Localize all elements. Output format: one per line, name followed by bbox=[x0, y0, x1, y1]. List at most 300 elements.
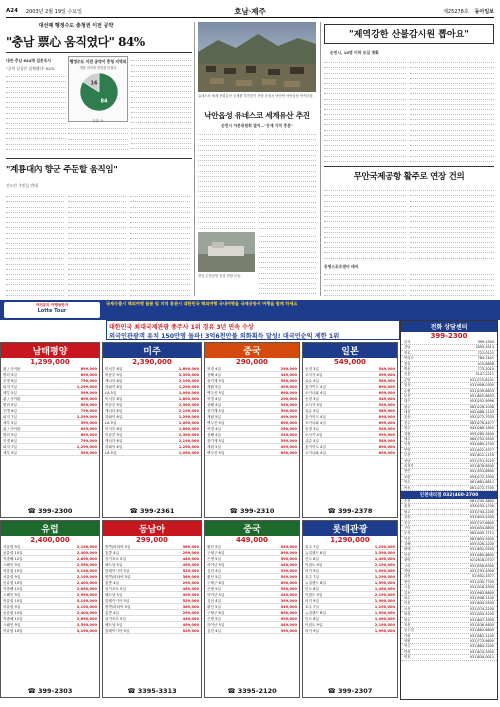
branch-phone: 033)744-2200 bbox=[469, 509, 494, 514]
branch-phone: 031)773-6600 bbox=[469, 639, 494, 644]
ad-headline-box bbox=[106, 320, 400, 340]
branch-phone: 063)853-5500 bbox=[469, 536, 494, 541]
ad-item-price: 1,299,000 bbox=[76, 385, 97, 389]
branch-name: 김포 bbox=[404, 590, 411, 595]
ad-item-price: 1,090,000 bbox=[178, 391, 199, 395]
ad-item-price: 549,000 bbox=[378, 367, 395, 371]
ad-item-price: 590,000 bbox=[280, 439, 297, 443]
branch-name: 잠실 bbox=[404, 361, 411, 366]
ad-item-price: 1,990,000 bbox=[374, 599, 395, 603]
branch-name: 목포 bbox=[404, 485, 411, 490]
ad-item-price: 290,000 bbox=[280, 427, 297, 431]
section-title bbox=[234, 6, 266, 17]
ad-item-name: 오사카 4일 bbox=[305, 403, 323, 407]
story-6-body-b bbox=[410, 270, 494, 296]
photo-fortress bbox=[198, 22, 316, 92]
ad-block[interactable] bbox=[102, 520, 202, 698]
ad-item-name: 구채구 6일 bbox=[207, 611, 225, 615]
ad-block-price: 2,400,000 bbox=[30, 536, 70, 544]
ad-item-name: 캐나다 8일 bbox=[105, 379, 123, 383]
story-5 bbox=[324, 170, 494, 182]
ad-block-title: 일본 bbox=[303, 343, 397, 358]
ad-item-price: 590,000 bbox=[280, 617, 297, 621]
branch-phone: 031)884-2200 bbox=[469, 644, 494, 649]
ad-block-phone[interactable]: ☎ 399-2307 bbox=[303, 687, 397, 695]
ad-item-name: 피지 7일 bbox=[3, 415, 17, 419]
branch-phone: 031)634-5500 bbox=[469, 601, 494, 606]
ad-item-name: 푸켓 6일 bbox=[3, 409, 17, 413]
branch-phone: 031)422-3377 bbox=[469, 447, 494, 452]
ad-item-price: 349,000 bbox=[280, 373, 297, 377]
ad-item-name: 인도 8일 bbox=[305, 617, 319, 621]
ad-item-price: 449,000 bbox=[182, 587, 199, 591]
ad-item-name: 오키나와 4일 bbox=[305, 391, 326, 395]
ad-item-name: 싱가포르 5일 bbox=[105, 617, 126, 621]
masthead bbox=[6, 5, 494, 18]
ad-block[interactable] bbox=[204, 342, 300, 518]
ad-item-name: 방콕/파타야 5일 bbox=[105, 575, 131, 579]
ad-item-name: 호주 7일 bbox=[305, 545, 319, 549]
ad-item-name: 서유럽 9일 bbox=[3, 545, 21, 549]
ad-item-name: 백두산 5일 bbox=[207, 421, 225, 425]
ad-item-price: 590,000 bbox=[280, 557, 297, 561]
ad-item-price: 2,390,000 bbox=[178, 433, 199, 437]
ad-block-item[interactable] bbox=[303, 450, 397, 456]
ad-item-price: 290,000 bbox=[280, 397, 297, 401]
ad-item-price: 2,890,000 bbox=[76, 587, 97, 591]
ad-item-price: 529,000 bbox=[182, 569, 199, 573]
ad-block-phone[interactable]: ☎ 399-2300 bbox=[1, 507, 99, 515]
branch-name: 구미 bbox=[404, 525, 411, 530]
ad-item-name: 백두산 5일 bbox=[207, 451, 225, 455]
ad-item-name: LA 5일 bbox=[105, 391, 117, 395]
ad-banner bbox=[0, 300, 500, 320]
branch-name: 양평 bbox=[404, 639, 411, 644]
branch-name: 과천 bbox=[404, 574, 411, 579]
ad-item-name: 세부 5일 bbox=[3, 391, 17, 395]
ad-block-phone[interactable]: ☎ 3395-2120 bbox=[205, 687, 299, 695]
branch-name: 부산 bbox=[404, 393, 411, 398]
story-2-body-b bbox=[68, 192, 126, 296]
branch-name: 종로 bbox=[404, 350, 411, 355]
ad-item-price: 890,000 bbox=[378, 415, 395, 419]
pie-slice-label: 84 bbox=[100, 98, 108, 105]
column-divider bbox=[194, 22, 195, 296]
ad-item-price: 890,000 bbox=[280, 581, 297, 585]
ad-item-price: 2,400,000 bbox=[76, 611, 97, 615]
ad-item-name: 동경 3일 bbox=[305, 427, 319, 431]
story-5-body-b bbox=[410, 186, 494, 260]
ad-item-price: 699,000 bbox=[80, 427, 97, 431]
branch-phone: 052)272-7033 bbox=[469, 415, 494, 420]
ad-block-phone[interactable]: ☎ 399-2303 bbox=[1, 687, 99, 695]
branch-phone: 02)502-3377 bbox=[472, 574, 494, 579]
branch-phone: 784-7441 bbox=[477, 356, 494, 361]
story-1 bbox=[6, 22, 146, 50]
branch-phone: 042)486-1103 bbox=[469, 410, 494, 415]
ad-item-price: 2,190,000 bbox=[76, 545, 97, 549]
story-2 bbox=[6, 163, 192, 191]
ad-item-price: 3,190,000 bbox=[76, 629, 97, 633]
story-5-headline: 무안국제공항 활주로 연장 건의 bbox=[353, 172, 465, 182]
ad-item-name: 오사카 4일 bbox=[305, 373, 323, 377]
ad-item-name: 미서부 8일 bbox=[105, 397, 123, 401]
ad-item-price: 499,000 bbox=[182, 593, 199, 597]
branch-phone: 064)752-3500 bbox=[469, 437, 494, 442]
ad-item-name: 구채구 6일 bbox=[207, 551, 225, 555]
branch-name: 파주 bbox=[404, 595, 411, 600]
ad-item-name: 베트남 5일 bbox=[105, 623, 123, 627]
ad-item-price: 899,000 bbox=[80, 373, 97, 377]
ad-item-name: 심천 4일 bbox=[207, 569, 221, 573]
branch-name: 신촌 bbox=[404, 372, 411, 377]
branch-name: 울산 bbox=[404, 415, 411, 420]
ad-block[interactable] bbox=[0, 520, 100, 698]
branch-phone: 773-2010 bbox=[477, 366, 494, 371]
ad-item-price: 529,000 bbox=[182, 599, 199, 603]
branch-name: 용인 bbox=[404, 579, 411, 584]
ad-item-price: 499,000 bbox=[280, 445, 297, 449]
ad-item-price: 290,000 bbox=[280, 367, 297, 371]
branch-phone: 054)272-3300 bbox=[469, 474, 494, 479]
ad-block-price: 549,000 bbox=[334, 358, 366, 366]
ad-block-price: 449,000 bbox=[236, 536, 268, 544]
ad-item-price: 1,290,000 bbox=[374, 545, 395, 549]
branch-phone: 02)2618-0707 bbox=[469, 558, 494, 563]
story-2-body-a bbox=[6, 192, 64, 296]
ad-logo-tagline: 여러분의 여행동반자 bbox=[35, 303, 69, 307]
page-number: A24 bbox=[6, 8, 18, 14]
ad-block-item[interactable] bbox=[303, 628, 397, 634]
ad-item-price: 1,590,000 bbox=[374, 611, 395, 615]
ad-item-name: 지중해 12일 bbox=[3, 557, 23, 561]
ad-item-price: 499,000 bbox=[182, 623, 199, 627]
ad-block-title: 유럽 bbox=[1, 521, 99, 536]
ad-item-name: 큐슈 4일 bbox=[305, 439, 319, 443]
chart-title: 행정수도 이전 공약이 충청 지역의 bbox=[69, 59, 127, 64]
ad-item-name: 피지 7일 bbox=[3, 385, 17, 389]
ad-item-name: 발리 5일 bbox=[3, 403, 17, 407]
ad-item-name: 스페인 9일 bbox=[3, 593, 21, 597]
ad-block-item[interactable] bbox=[205, 450, 299, 456]
ad-item-name: 상해 4일 bbox=[207, 373, 221, 377]
ad-logo[interactable] bbox=[4, 302, 100, 318]
story-5-body-a bbox=[324, 186, 406, 260]
ad-item-name: 캐나다 8일 bbox=[105, 409, 123, 413]
ad-item-price: 2,590,000 bbox=[76, 623, 97, 627]
ad-item-name: LA 5일 bbox=[105, 451, 117, 455]
story-1-kicker: 대선때 행정수도 충청권 이전 공약 bbox=[38, 23, 114, 29]
branch-phone: 043)266-1800 bbox=[469, 426, 494, 431]
branch-name: 청주 bbox=[404, 426, 411, 431]
branch-name: 광명 bbox=[404, 558, 411, 563]
ad-item-name: 발리 5일 bbox=[3, 373, 17, 377]
story-3-body-b bbox=[259, 130, 316, 230]
story-3 bbox=[198, 110, 316, 131]
ad-item-price: 2,890,000 bbox=[76, 557, 97, 561]
branch-name: 강릉 bbox=[404, 515, 411, 520]
branch-phone: 055)326-2200 bbox=[469, 542, 494, 547]
story-2-headline: "계룡대內 향군 주둔할 움직임" bbox=[6, 165, 118, 175]
ad-item-name: 동유럽 10일 bbox=[3, 611, 23, 615]
branch-name: 본사 bbox=[404, 340, 411, 344]
ad-block-title: 롯데관광 bbox=[303, 521, 397, 536]
branch-phone: 031)536-4600 bbox=[469, 622, 494, 627]
ad-item-price: 1,290,000 bbox=[374, 605, 395, 609]
side-ad bbox=[400, 320, 498, 700]
ad-item-name: 북경 4일 bbox=[207, 367, 221, 371]
ad-item-name: 홋카이도 4일 bbox=[305, 385, 326, 389]
ad-item-price: 1,290,000 bbox=[178, 415, 199, 419]
branch-phone: 061)681-8811 bbox=[469, 480, 494, 485]
branch-phone: 031)862-6600 bbox=[469, 628, 494, 633]
ad-block-price: 290,000 bbox=[236, 358, 268, 366]
ad-block-phone[interactable]: ☎ 399-2361 bbox=[103, 507, 201, 515]
ad-logo-brand: Lotte Tour bbox=[37, 308, 67, 314]
ad-item-price: 499,000 bbox=[182, 563, 199, 567]
ad-item-name: 동경 3일 bbox=[305, 367, 319, 371]
branch-phone: 031)316-3300 bbox=[469, 585, 494, 590]
ad-block-price: 299,000 bbox=[136, 536, 168, 544]
ad-item-name: 이집트 9일 bbox=[305, 623, 323, 627]
story-3-body-a bbox=[198, 130, 255, 230]
story-1-body-a bbox=[6, 72, 66, 154]
ad-item-price: 1,090,000 bbox=[178, 421, 199, 425]
ad-item-name: 오사카 4일 bbox=[305, 433, 323, 437]
ad-item-price: 699,000 bbox=[80, 397, 97, 401]
ad-item-price: 1,290,000 bbox=[374, 575, 395, 579]
ad-item-price: 2,400,000 bbox=[76, 551, 97, 555]
branch-phone: 032)612-1155 bbox=[469, 453, 494, 458]
ad-item-price: 299,000 bbox=[182, 551, 199, 555]
ad-item-price: 449,000 bbox=[182, 617, 199, 621]
ad-item-name: 캐나다 8일 bbox=[105, 439, 123, 443]
ad-item-price: 799,000 bbox=[80, 379, 97, 383]
ad-item-name: 싱가포르 5일 bbox=[105, 587, 126, 591]
branch-name: 동두천 bbox=[404, 628, 414, 633]
ad-item-price: 1,490,000 bbox=[374, 557, 395, 561]
photo-airport bbox=[198, 232, 255, 272]
ad-item-name: 뉴질랜드 8일 bbox=[305, 611, 326, 615]
side-ad-branch[interactable] bbox=[401, 655, 497, 660]
ad-item-name: LA 5일 bbox=[105, 421, 117, 425]
ad-item-name: 백두산 5일 bbox=[207, 391, 225, 395]
ad-item-name: 미서부 8일 bbox=[105, 427, 123, 431]
branch-phone: 031)335-7700 bbox=[469, 579, 494, 584]
ad-block-item[interactable] bbox=[205, 628, 299, 634]
branch-name: 전주 bbox=[404, 420, 411, 425]
ad-item-name: 북유럽 10일 bbox=[3, 629, 23, 633]
branch-name: 안양 bbox=[404, 447, 411, 452]
ad-item-name: 호주 7일 bbox=[305, 605, 319, 609]
ad-item-price: 699,000 bbox=[378, 391, 395, 395]
ad-item-name: 북유럽 10일 bbox=[3, 569, 23, 573]
branch-phone: 031)374-2200 bbox=[469, 606, 494, 611]
ad-item-price: 799,000 bbox=[80, 439, 97, 443]
ad-item-price: 299,000 bbox=[182, 611, 199, 615]
ad-item-price: 1,090,000 bbox=[178, 451, 199, 455]
branch-phone: 032)460-2700 bbox=[469, 442, 494, 447]
branch-name: 평택 bbox=[404, 547, 411, 552]
ad-item-price: 299,000 bbox=[182, 581, 199, 585]
ad-item-name: 말레이시아 5일 bbox=[105, 569, 130, 573]
ad-item-price: 590,000 bbox=[280, 409, 297, 413]
ad-item-name: 곤명 5일 bbox=[207, 557, 221, 561]
ad-item-name: 큐슈 4일 bbox=[305, 379, 319, 383]
ad-block-item[interactable] bbox=[1, 450, 99, 456]
ad-item-price: 2,390,000 bbox=[178, 403, 199, 407]
ad-item-name: 하이난 5일 bbox=[207, 623, 225, 627]
branch-name: 의정부 bbox=[404, 463, 414, 468]
branch-phone: 031)847-3300 bbox=[469, 617, 494, 622]
ad-item-name: 터키 9일 bbox=[305, 599, 319, 603]
poll-chart bbox=[68, 56, 128, 122]
branch-phone: 031)556-6300 bbox=[469, 563, 494, 568]
ad-item-price: 399,000 bbox=[280, 569, 297, 573]
branch-name: 천안 bbox=[404, 469, 411, 474]
ad-item-price: 1,990,000 bbox=[374, 569, 395, 573]
ad-block[interactable] bbox=[302, 520, 398, 698]
column-byline: 순천시, 10명 이하 모집 계획 bbox=[330, 50, 379, 55]
ad-block-phone[interactable]: ☎ 399-2310 bbox=[205, 507, 299, 515]
ad-item-name: 하와이 6일 bbox=[105, 445, 123, 449]
branch-phone: 031)674-3300 bbox=[469, 649, 494, 654]
ad-item-name: 호주 7일 bbox=[305, 575, 319, 579]
ad-item-name: 홋카이도 4일 bbox=[305, 445, 326, 449]
branch-phone: 031)652-5500 bbox=[469, 547, 494, 552]
ad-item-name: 하와이 6일 bbox=[105, 415, 123, 419]
ad-item-price: 399,000 bbox=[280, 599, 297, 603]
ad-item-price: 1,990,000 bbox=[374, 629, 395, 633]
pie-slice-label: 16 bbox=[90, 80, 98, 87]
column-title: "제역강한 산불감시원 뽑아요" bbox=[349, 30, 469, 40]
story-2-byline: 신도안 주민들 반대 bbox=[6, 183, 38, 188]
ad-item-price: 1,890,000 bbox=[178, 427, 199, 431]
branch-name: 하남 bbox=[404, 569, 411, 574]
ad-item-name: 인도 8일 bbox=[305, 557, 319, 561]
ad-item-price: 590,000 bbox=[280, 379, 297, 383]
ad-block[interactable] bbox=[204, 520, 300, 698]
story-1-subhead-2: "공약 실상은 실체했다" 62% bbox=[6, 66, 55, 71]
ad-item-name: 곤명 5일 bbox=[207, 587, 221, 591]
branch-name: 익산 bbox=[404, 536, 411, 541]
ad-block-item[interactable] bbox=[1, 628, 99, 634]
branch-phone: 415-8808 bbox=[477, 361, 494, 366]
ad-item-name: 괌 / 사이판 bbox=[3, 427, 21, 431]
ad-block[interactable] bbox=[102, 342, 202, 518]
ad-block-title: 미주 bbox=[103, 343, 201, 358]
ad-item-name: 홍콩 4일 bbox=[105, 551, 119, 555]
ad-item-price: 399,000 bbox=[280, 629, 297, 633]
ad-item-price: 369,000 bbox=[182, 605, 199, 609]
ad-block-phone[interactable]: ☎ 399-2378 bbox=[303, 507, 397, 515]
divider bbox=[6, 52, 192, 53]
ad-item-price: 1,299,000 bbox=[76, 445, 97, 449]
ad-item-price: 599,000 bbox=[378, 433, 395, 437]
branch-phone: 033)643-5300 bbox=[469, 515, 494, 520]
ad-item-name: 홍콩 4일 bbox=[105, 581, 119, 585]
ad-block-price: 1,290,000 bbox=[330, 536, 370, 544]
branch-phone: 055)747-6600 bbox=[469, 520, 494, 525]
ad-item-name: 피지 7일 bbox=[3, 445, 17, 449]
branch-phone: 3395-3313 bbox=[475, 345, 494, 350]
ad-item-price: 449,000 bbox=[280, 623, 297, 627]
branch-name: 시흥 bbox=[404, 585, 411, 590]
ad-item-name: 상해 4일 bbox=[207, 403, 221, 407]
ad-item-name: 스페인 9일 bbox=[3, 563, 21, 567]
ad-item-price: 369,000 bbox=[182, 575, 199, 579]
branch-phone: 031)834-0011 bbox=[469, 655, 494, 660]
branch-name: 화성 bbox=[404, 612, 411, 617]
story-3-subhead: 순천시 자문위원회 열어…"등재 가치 충분" bbox=[221, 123, 293, 128]
ad-item-price: 2,190,000 bbox=[76, 605, 97, 609]
ad-item-price: 599,000 bbox=[80, 391, 97, 395]
branch-name: 양주 bbox=[404, 617, 411, 622]
ad-item-name: 동유럽 10일 bbox=[3, 581, 23, 585]
branch-phone: 031)485-6600 bbox=[469, 552, 494, 557]
ad-item-name: 서유럽 9일 bbox=[3, 605, 21, 609]
ad-item-price: 590,000 bbox=[280, 587, 297, 591]
branch-name: 안성 bbox=[404, 649, 411, 654]
branch-name: 여주 bbox=[404, 644, 411, 649]
divider bbox=[324, 166, 494, 167]
ad-item-price: 690,000 bbox=[280, 451, 297, 455]
branch-phone: 031)983-8800 bbox=[469, 590, 494, 595]
ad-item-name: 괌 / 사이판 bbox=[3, 367, 21, 371]
ad-item-name: 북경 4일 bbox=[207, 427, 221, 431]
branch-name: 포항 bbox=[404, 474, 411, 479]
ad-block[interactable] bbox=[0, 342, 100, 518]
ad-block-price: 1,299,000 bbox=[30, 358, 70, 366]
section-title-text: 호남·제주 bbox=[234, 6, 266, 16]
branch-name: 포천 bbox=[404, 622, 411, 627]
ad-item-price: 890,000 bbox=[378, 385, 395, 389]
branch-phone: 063)276-4477 bbox=[469, 420, 494, 425]
ad-block-phone[interactable]: ☎ 3395-3313 bbox=[103, 687, 201, 695]
branch-name: 오산 bbox=[404, 606, 411, 611]
ad-headline-a: 대한민국 최대국제관광 종주사 1위 경유 3년 연속 수상 bbox=[109, 324, 254, 331]
ad-item-name: 뉴질랜드 8일 bbox=[305, 551, 326, 555]
ad-block-item[interactable] bbox=[103, 628, 201, 634]
branch-phone: 051)805-6633 bbox=[469, 393, 494, 398]
ad-item-price: 549,000 bbox=[280, 545, 297, 549]
branch-name: 김해 bbox=[404, 542, 411, 547]
ad-block[interactable] bbox=[302, 342, 398, 518]
issue-number: 제25278호 bbox=[443, 8, 469, 15]
ad-item-price: 3,190,000 bbox=[76, 569, 97, 573]
ad-item-name: 터키 9일 bbox=[305, 629, 319, 633]
ad-item-price: 699,000 bbox=[378, 421, 395, 425]
side-ad-phone[interactable]: 399-2300 bbox=[430, 332, 468, 340]
column-box bbox=[324, 24, 494, 44]
ad-block-item[interactable] bbox=[103, 450, 201, 456]
branch-name: 대전 bbox=[404, 410, 411, 415]
ad-item-price: 599,000 bbox=[378, 403, 395, 407]
ad-item-name: 하와이 6일 bbox=[105, 385, 123, 389]
ad-block-title: 중국 bbox=[205, 343, 299, 358]
branch-phone: 054)454-8800 bbox=[469, 525, 494, 530]
ad-block-title: 중국 bbox=[205, 521, 299, 536]
side-ad-title: 전화 상담센터 bbox=[401, 321, 497, 332]
airport-photo bbox=[198, 232, 255, 272]
ad-item-name: 베트남 5일 bbox=[105, 593, 123, 597]
ad-item-name: 황산 5일 bbox=[207, 575, 221, 579]
ad-item-price: 2,190,000 bbox=[178, 409, 199, 413]
photo-airport-caption: 전남 무안공항 건설 현장 모습. bbox=[198, 274, 242, 278]
branch-name: 일산 bbox=[404, 383, 411, 388]
ad-item-price: 549,000 bbox=[280, 575, 297, 579]
branch-name: 이천 bbox=[404, 601, 411, 606]
